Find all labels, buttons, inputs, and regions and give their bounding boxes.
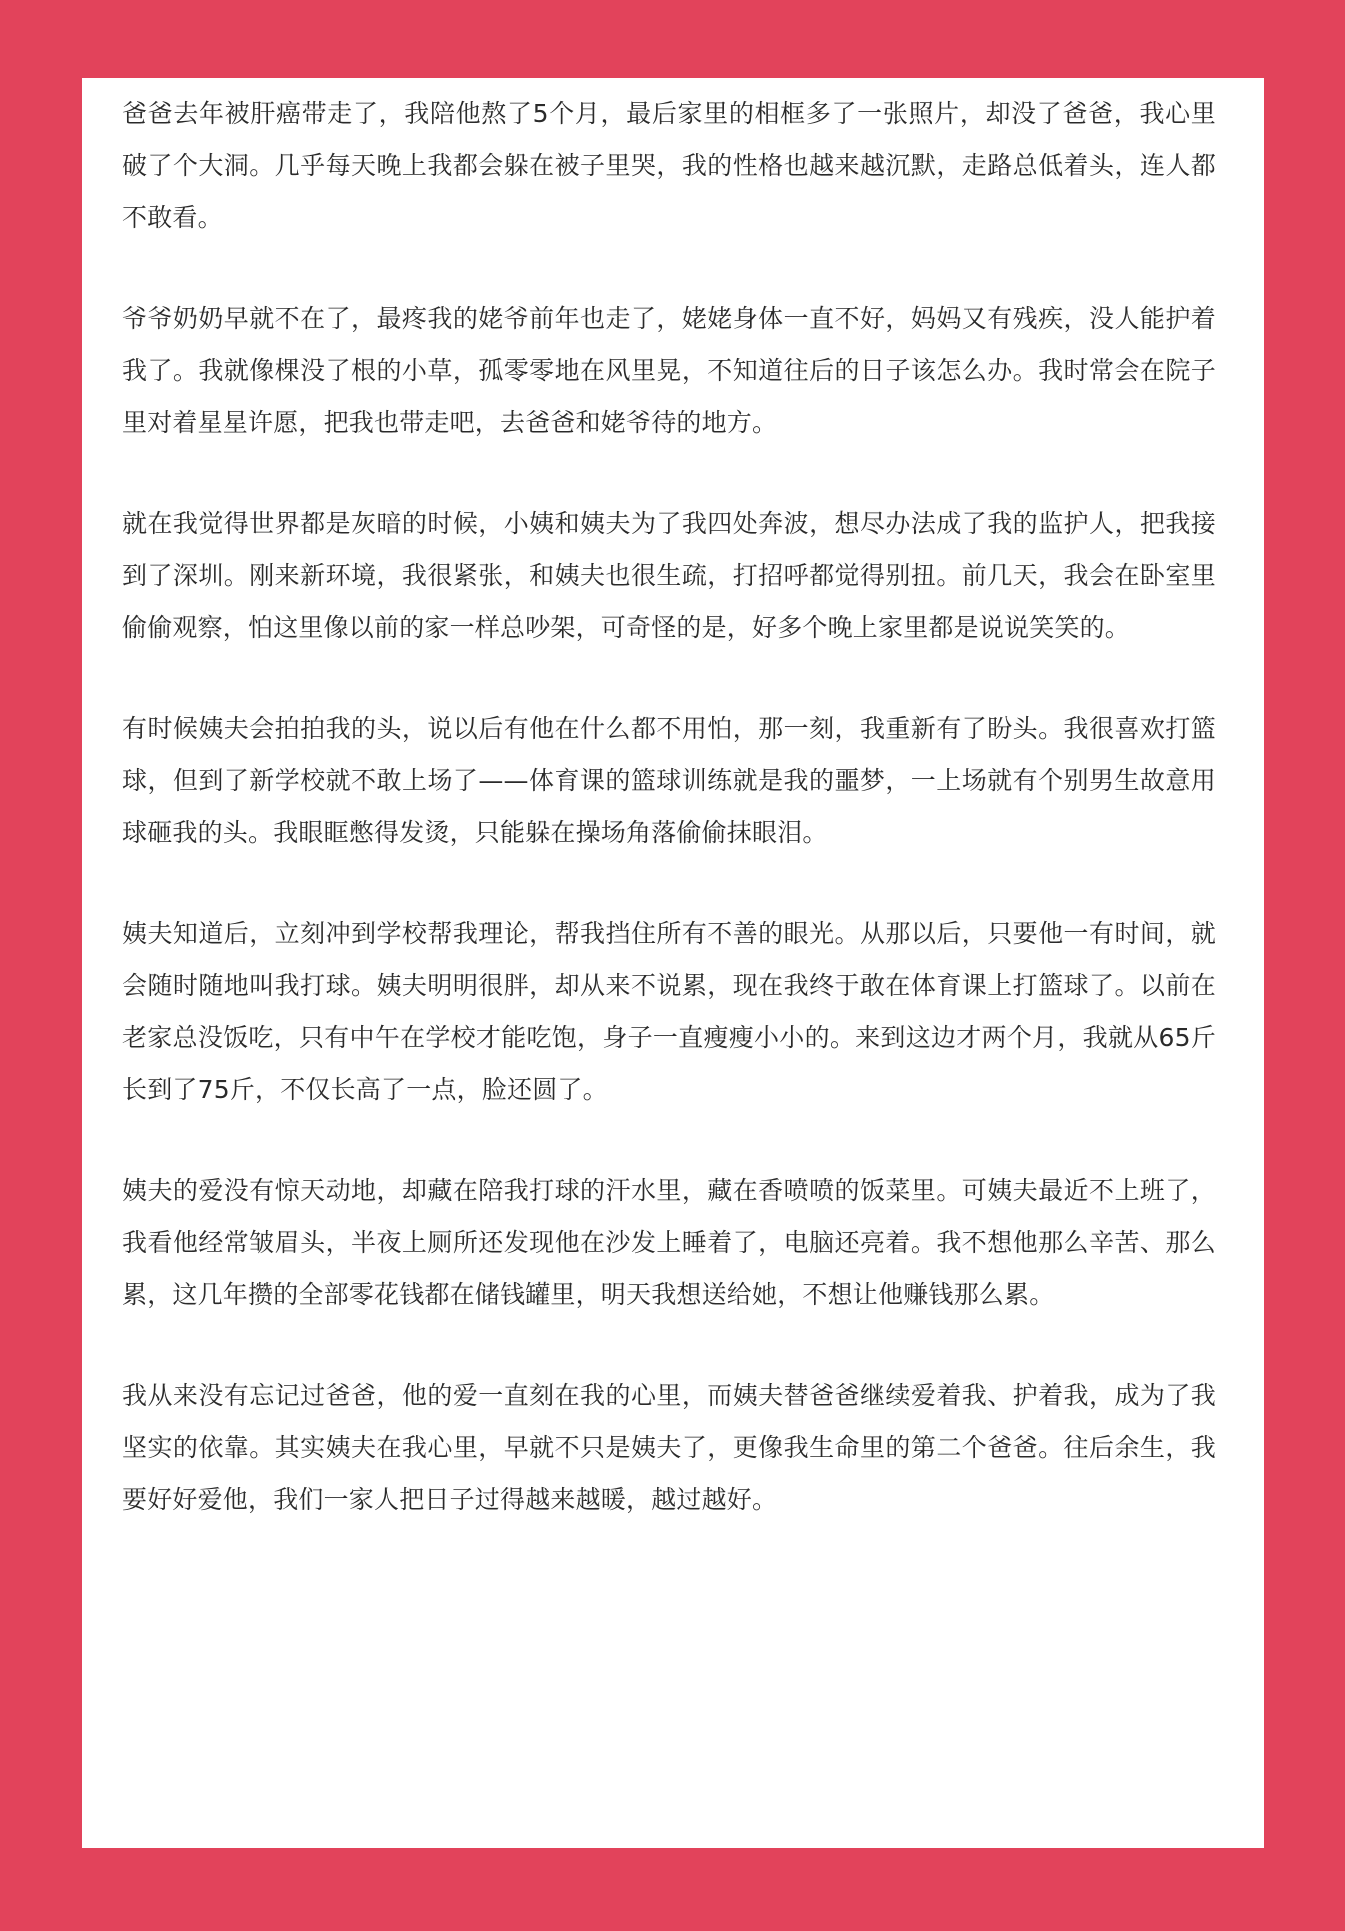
document-sheet	[82, 78, 1264, 1848]
paragraph-7: 我从来没有忘记过爸爸，他的爱一直刻在我的心里，而姨夫替爸爸继续爱着我、护着我，成为了我坚实的依靠。其实姨夫在我心里，早就不只是姨夫了，更像我生命里的第二个爸爸。往后余生，我要好好爱他，我们一家人把日子过得越来越暖，越过越好。	[122, 1381, 1216, 1514]
paragraph-3: 就在我觉得世界都是灰暗的时候，小姨和姨夫为了我四处奔波，想尽办法成了我的监护人，把我接到了深圳。刚来新环境，我很紧张，和姨夫也很生疏，打招呼都觉得别扭。前几天，我会在卧室里偷偷观察，怕这里像以前的家一样总吵架，可奇怪的是，好多个晚上家里都是说说笑笑的。	[122, 509, 1216, 642]
paragraph-2: 爷爷奶奶早就不在了，最疼我的姥爷前年也走了，姥姥身体一直不好，妈妈又有残疾，没人能护着我了。我就像棵没了根的小草，孤零零地在风里晃，不知道往后的日子该怎么办。我时常会在院子里对着星星许愿，把我也带走吧，去爸爸和姥爷待的地方。	[122, 304, 1216, 437]
paragraph-4: 有时候姨夫会拍拍我的头，说以后有他在什么都不用怕，那一刻，我重新有了盼头。我很喜欢打篮球，但到了新学校就不敢上场了——体育课的篮球训练就是我的噩梦，一上场就有个别男生故意用球砸我的头。我眼眶憋得发烫，只能躲在操场角落偷偷抹眼泪。	[122, 714, 1216, 847]
paragraph-5: 姨夫知道后，立刻冲到学校帮我理论，帮我挡住所有不善的眼光。从那以后，只要他一有时间，就会随时随地叫我打球。姨夫明明很胖，却从来不说累，现在我终于敢在体育课上打篮球了。以前在老家总没饭吃，只有中午在学校才能吃饱，身子一直瘦瘦小小的。来到这边才两个月，我就从65斤长到了75斤，不仅长高了一点，脸还圆了。	[122, 919, 1216, 1104]
paragraph-6: 姨夫的爱没有惊天动地，却藏在陪我打球的汗水里，藏在香喷喷的饭菜里。可姨夫最近不上班了，我看他经常皱眉头，半夜上厕所还发现他在沙发上睡着了，电脑还亮着。我不想他那么辛苦、那么累，这几年攒的全部零花钱都在储钱罐里，明天我想送给她，不想让他赚钱那么累。	[122, 1176, 1216, 1309]
paragraph-1: 爸爸去年被肝癌带走了，我陪他熬了5个月，最后家里的相框多了一张照片，却没了爸爸，我心里破了个大洞。几乎每天晚上我都会躲在被子里哭，我的性格也越来越沉默，走路总低着头，连人都不敢看。	[122, 99, 1216, 232]
